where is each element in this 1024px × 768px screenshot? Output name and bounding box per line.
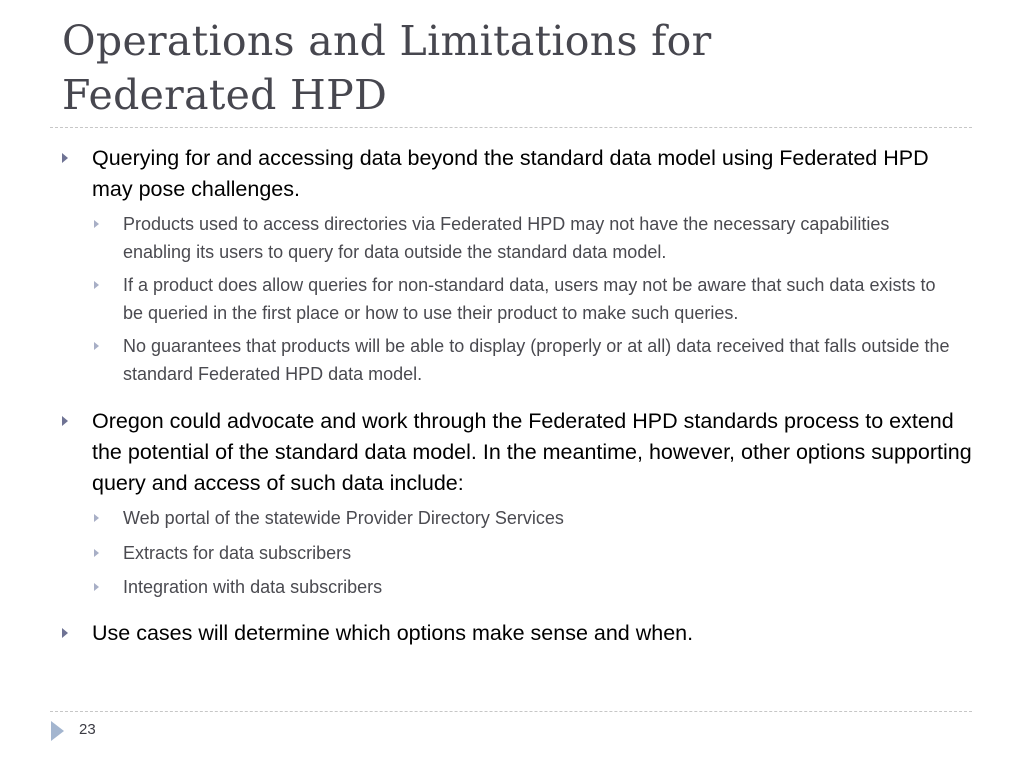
sub-bullet-text: Extracts for data subscribers bbox=[123, 542, 352, 563]
bullet-item bbox=[0, 406, 1024, 499]
sub-bullet-text: Integration with data subscribers bbox=[123, 577, 383, 597]
triangle-bullet-icon bbox=[94, 514, 99, 522]
page-number: 23 bbox=[79, 721, 96, 738]
triangle-bullet-icon bbox=[94, 549, 99, 557]
bullet-text: Use cases will determine which options make sense and when. bbox=[92, 620, 694, 645]
slide-title-line-2: Federated HPD bbox=[62, 71, 388, 119]
sub-bullet-text: No guarantees that products will be able to display (properly or at all) data received that falls outside the standard Federated HPD data model. bbox=[123, 336, 950, 384]
slide-title bbox=[62, 14, 962, 122]
bullet-item bbox=[0, 143, 1024, 205]
triangle-bullet-icon bbox=[94, 342, 99, 350]
triangle-bullet-icon bbox=[94, 220, 99, 228]
sub-bullet-item bbox=[0, 211, 1024, 266]
slide-body bbox=[0, 143, 1024, 649]
bullet-item bbox=[0, 618, 1024, 649]
bullet-text: Oregon could advocate and work through the Federated HPD standards process to extend the potential of the standard data model. In the meantime, however, other options supporting query and access of such data include: bbox=[92, 409, 972, 495]
footer-arrow-icon bbox=[51, 721, 64, 741]
sub-bullet-text: Web portal of the statewide Provider Directory Services bbox=[123, 508, 564, 528]
bullet-text: Querying for and accessing data beyond the standard data model using Federated HPD may pose challenges. bbox=[92, 146, 929, 201]
triangle-bullet-icon bbox=[62, 416, 68, 426]
triangle-bullet-icon bbox=[62, 153, 68, 163]
footer-divider bbox=[50, 711, 972, 712]
triangle-bullet-icon bbox=[62, 628, 68, 638]
sub-bullet-item bbox=[0, 574, 1024, 602]
title-divider bbox=[50, 127, 972, 128]
slide-title-line-1: Operations and Limitations for bbox=[62, 17, 712, 65]
sub-bullet-text: Products used to access directories via Federated HPD may not have the necessary capabilities enabling its users to query for data outside the standard data model. bbox=[123, 214, 890, 262]
sub-bullet-item bbox=[0, 505, 1024, 533]
triangle-bullet-icon bbox=[94, 281, 99, 289]
sub-bullet-text: If a product does allow queries for non-standard data, users may not be aware that such data exists to be queried in the first place or how to use their product to make such queries. bbox=[123, 275, 936, 323]
sub-bullet-item bbox=[0, 333, 1024, 388]
sub-bullet-item bbox=[0, 272, 1024, 327]
triangle-bullet-icon bbox=[94, 583, 99, 591]
sub-bullet-item bbox=[0, 540, 1024, 568]
